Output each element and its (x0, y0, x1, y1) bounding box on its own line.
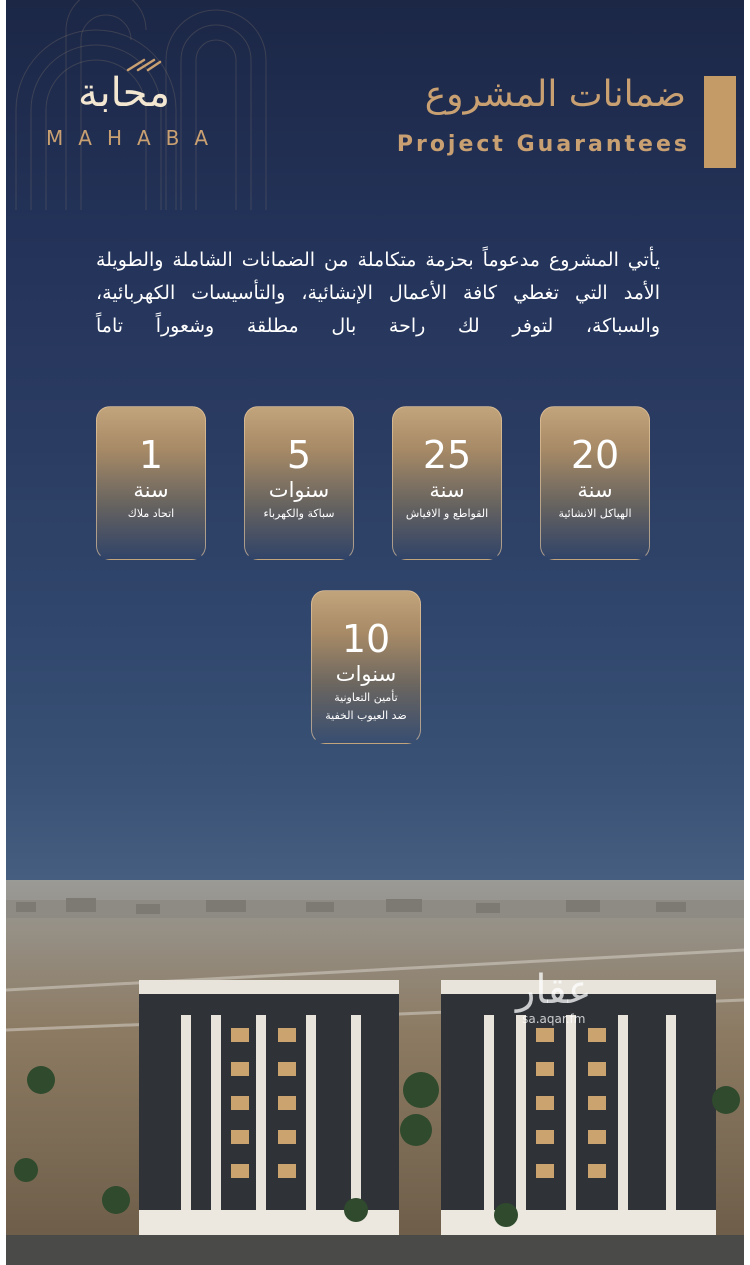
guarantee-number: 1 (138, 433, 164, 477)
page-title-english: Project Guarantees (396, 132, 690, 157)
guarantee-card (540, 406, 650, 560)
guarantee-number: 20 (570, 433, 620, 477)
page-title-arabic: ضمانات المشروع (424, 74, 686, 115)
guarantee-unit: سنة (133, 478, 169, 502)
guarantee-card (96, 406, 206, 560)
guarantee-unit: سنة (429, 478, 465, 502)
poster (6, 0, 744, 1265)
guarantee-label: تأمين التعاونية (334, 691, 398, 704)
guarantee-label: اتحاد ملاك (127, 507, 175, 520)
guarantee-number: 25 (422, 433, 472, 477)
intro-paragraph: يأتي المشروع مدعوماً بحزمة متكاملة من الضمانات الشاملة والطويلة الأمد التي تغطي كافة الأعمال الإنشائية، والتأسيسات الكهربائية، والسباكة، لتوفر لك راحة بال مطلقة وشعوراً تاماً (96, 249, 660, 337)
guarantee-card (311, 590, 421, 744)
brand-logo-arabic: محابة (78, 70, 171, 116)
guarantee-label: القواطع و الافياش (405, 507, 489, 520)
watermark-url: sa.aqar.fm (522, 1012, 586, 1026)
guarantee-unit: سنوات (335, 662, 397, 686)
guarantee-card (392, 406, 502, 560)
watermark-logo: عقار (516, 967, 592, 1013)
guarantee-unit: سنوات (268, 478, 330, 502)
watermark (516, 968, 592, 1026)
guarantee-card (244, 406, 354, 560)
brand-logo-english: MAHABA (46, 126, 224, 150)
title-accent-bar (704, 76, 736, 168)
guarantee-label: الهياكل الانشائية (558, 507, 632, 520)
building-render-image (6, 880, 744, 1265)
guarantee-label: سباكة والكهرباء (263, 507, 335, 520)
guarantee-number: 5 (286, 433, 312, 477)
guarantee-label-secondary: ضد العيوب الخفية (325, 709, 407, 722)
guarantee-number: 10 (341, 617, 391, 661)
guarantee-unit: سنة (577, 478, 613, 502)
